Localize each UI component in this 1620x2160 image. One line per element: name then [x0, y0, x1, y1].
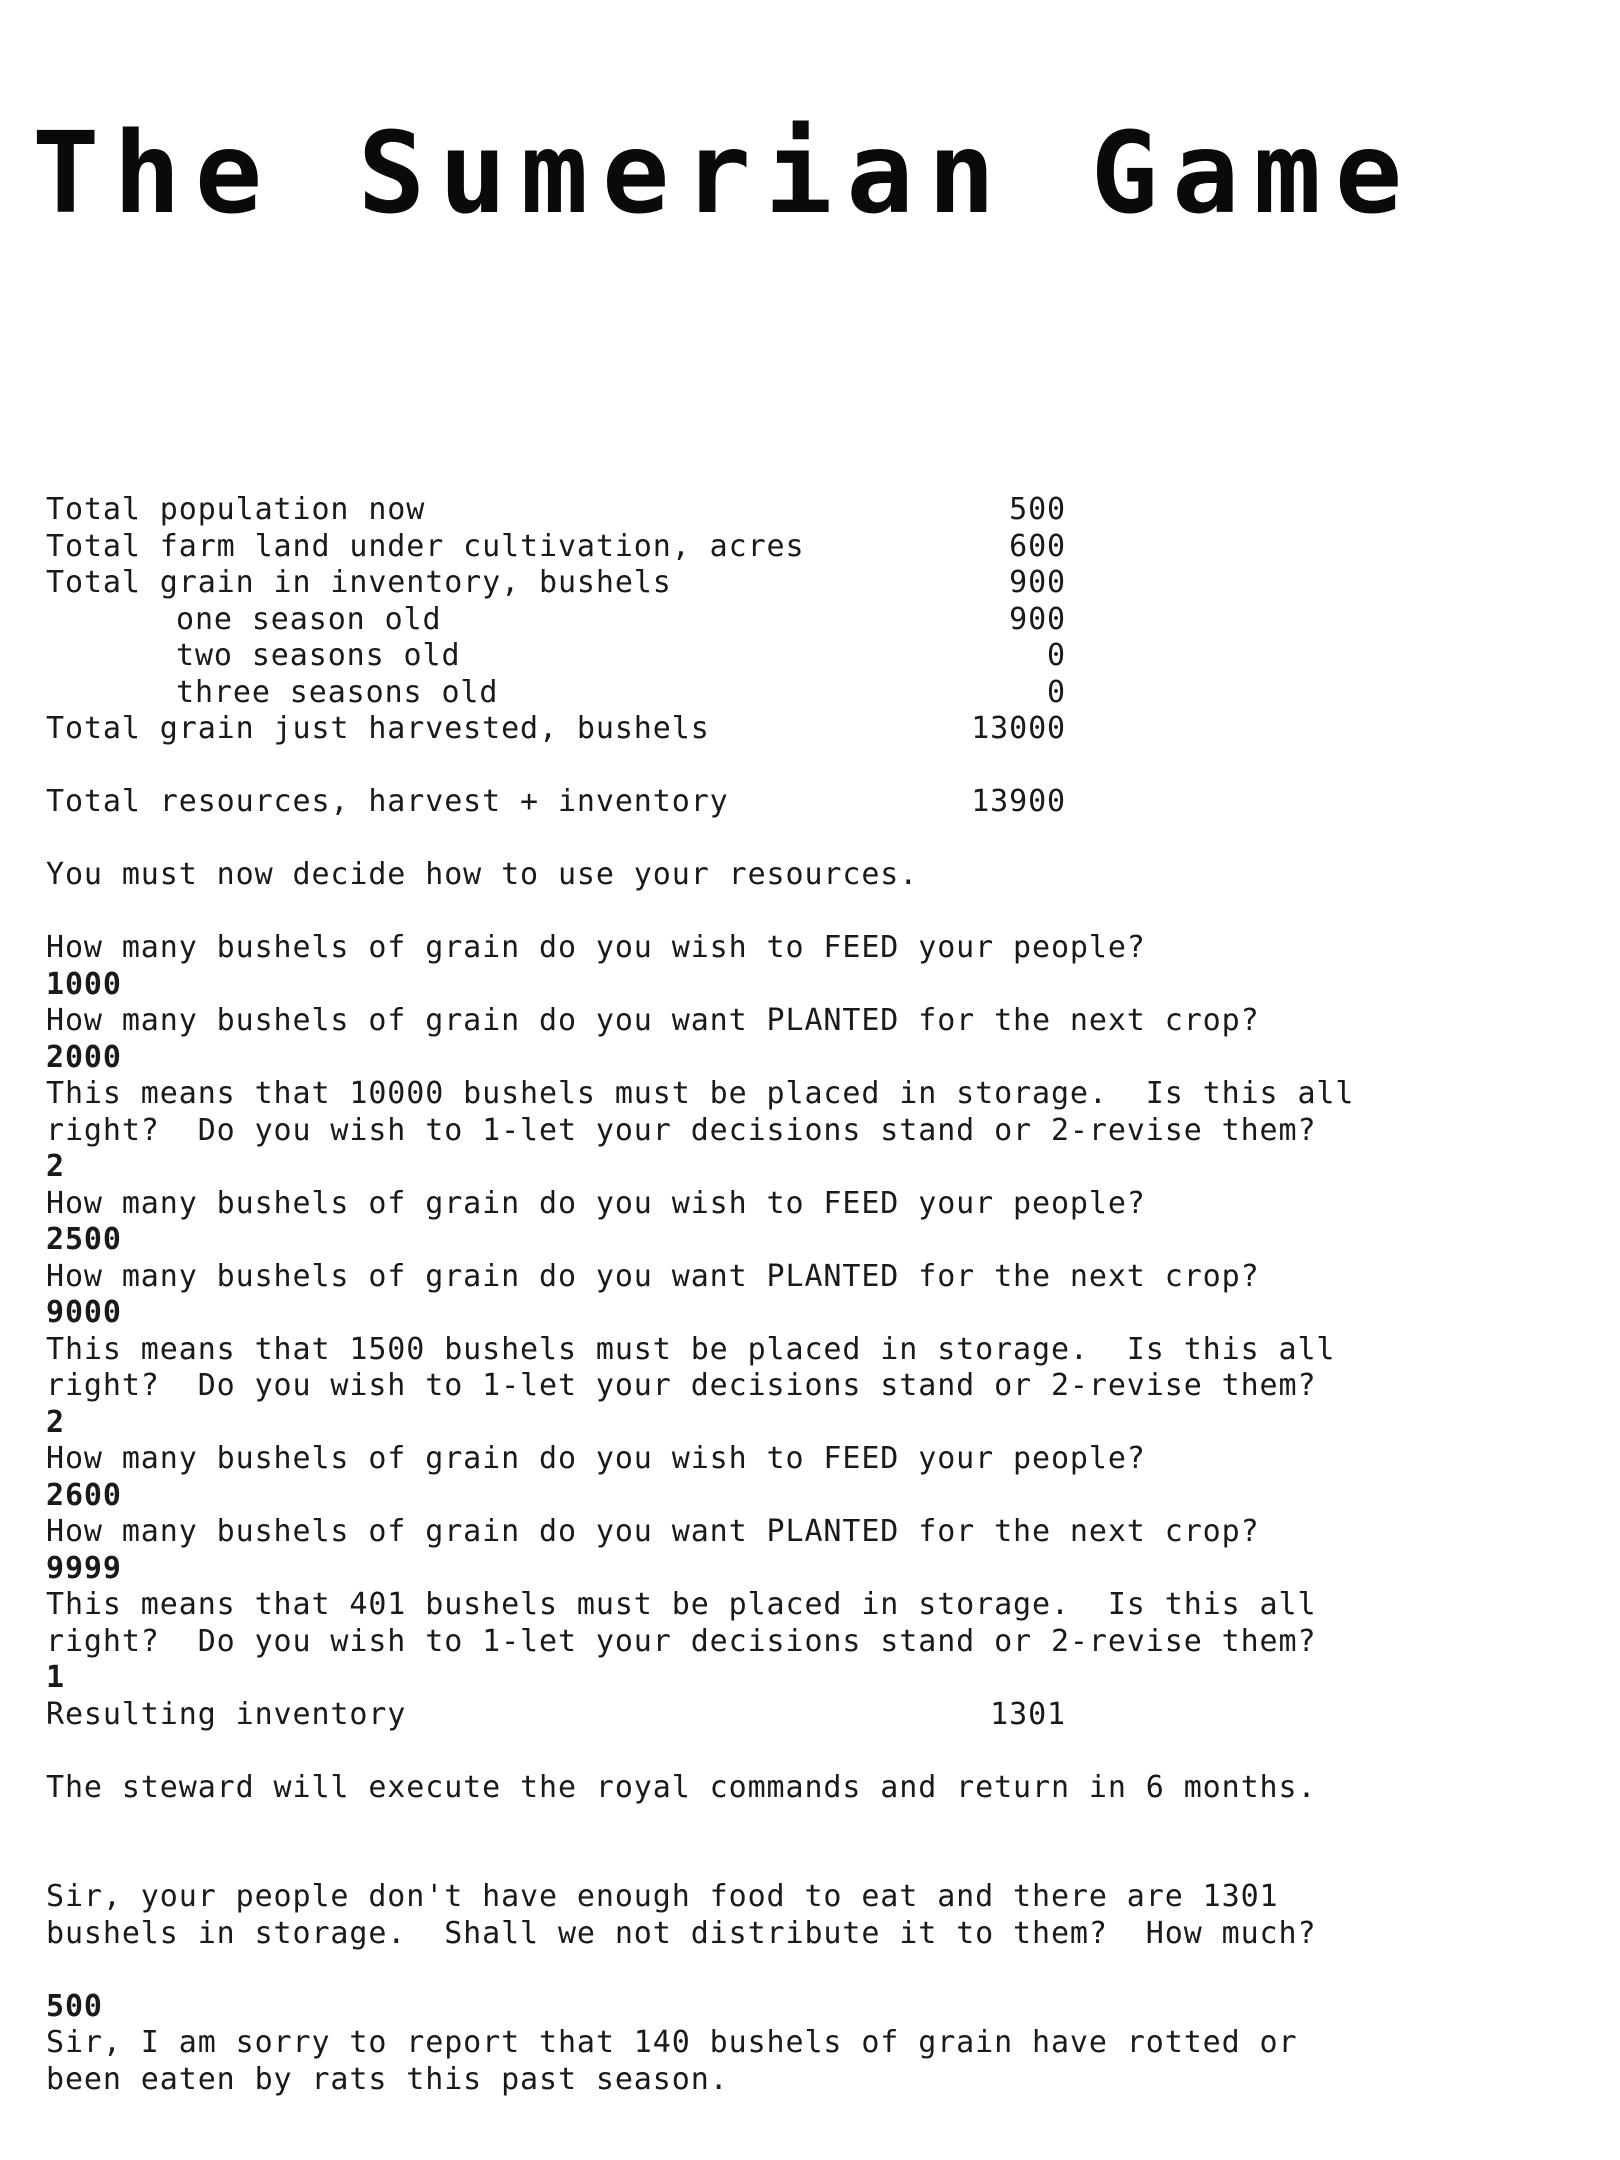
status-value: 600 [1009, 528, 1066, 564]
storage-message: This means that 401 bushels must be placed in storage. Is this all [46, 1587, 1317, 1622]
status-label: Total population now [46, 492, 426, 527]
status-label: three seasons old [176, 674, 499, 710]
plant-question: How many bushels of grain do you want PLANTED for the next crop? [46, 1514, 1260, 1549]
plant-question: How many bushels of grain do you want PLANTED for the next crop? [46, 1003, 1260, 1038]
spacer [46, 1952, 1606, 1989]
storage-question: right? Do you wish to 1-let your decisions stand or 2-revise them? [46, 1368, 1317, 1403]
status-label: one season old [176, 601, 442, 637]
spacer [46, 894, 1606, 931]
page-title: The Sumerian Game [32, 109, 1417, 239]
status-label: Total grain just harvested, bushels [46, 711, 710, 746]
distribution-message: Sir, your people don't have enough food to eat and there are 1301 [46, 1879, 1279, 1914]
feed-answer: 1000 [46, 966, 122, 1002]
storage-message: This means that 1500 bushels must be placed in storage. Is this all [46, 1331, 1336, 1367]
spacer [46, 1733, 1606, 1770]
resulting-inventory-label: Resulting inventory [46, 1696, 407, 1732]
status-row-resources [46, 784, 1606, 821]
plant-answer: 9999 [46, 1550, 122, 1586]
spacer [46, 821, 1606, 858]
plant-question: How many bushels of grain do you want PLANTED for the next crop? [46, 1258, 1260, 1294]
status-value: 500 [1009, 492, 1066, 527]
decision-choice: 2 [46, 1149, 65, 1184]
plant-answer: 9000 [46, 1295, 122, 1330]
status-label: two seasons old [176, 638, 461, 673]
storage-question: right? Do you wish to 1-let your decisions stand or 2-revise them? [46, 1623, 1317, 1659]
distribution-question: bushels in storage. Shall we not distribute it to them? How much? [46, 1915, 1317, 1951]
feed-question: How many bushels of grain do you wish to FEED your people? [46, 1185, 1146, 1221]
status-row-grain-inventory [46, 565, 1606, 602]
game-printout [46, 492, 1606, 2098]
rot-report: Sir, I am sorry to report that 140 bushels of grain have rotted or [46, 2025, 1298, 2060]
resulting-inventory-row [46, 1697, 1606, 1734]
plant-answer: 2000 [46, 1039, 122, 1075]
feed-question: How many bushels of grain do you wish to FEED your people? [46, 1441, 1146, 1476]
feed-answer: 2500 [46, 1222, 122, 1257]
feed-answer: 2600 [46, 1477, 122, 1513]
spacer [46, 1806, 1606, 1879]
status-row-one-season [46, 602, 1606, 639]
status-row-two-seasons [46, 638, 1606, 675]
status-row-three-seasons [46, 675, 1606, 712]
storage-question: right? Do you wish to 1-let your decisions stand or 2-revise them? [46, 1112, 1317, 1148]
decide-prompt: You must now decide how to use your resources. [46, 857, 919, 892]
status-value: 900 [1009, 565, 1066, 600]
status-value: 13900 [971, 784, 1066, 819]
status-label: Total resources, harvest + inventory [46, 784, 729, 819]
storage-message: This means that 10000 bushels must be placed in storage. Is this all [46, 1076, 1355, 1111]
feed-question: How many bushels of grain do you wish to FEED your people? [46, 930, 1146, 965]
status-value: 0 [1047, 638, 1066, 673]
rot-report-continued: been eaten by rats this past season. [46, 2061, 729, 2097]
spacer [46, 748, 1606, 785]
decision-choice: 1 [46, 1660, 65, 1695]
status-value: 0 [1047, 674, 1066, 710]
status-row-harvested [46, 711, 1606, 748]
status-value: 900 [1009, 601, 1066, 637]
status-value: 13000 [971, 711, 1066, 746]
resulting-inventory-value: 1301 [990, 1696, 1066, 1732]
status-label: Total farm land under cultivation, acres [46, 528, 805, 564]
decision-choice: 2 [46, 1404, 65, 1440]
status-label: Total grain in inventory, bushels [46, 565, 672, 600]
steward-message: The steward will execute the royal commands and return in 6 months. [46, 1769, 1317, 1805]
distribution-answer: 500 [46, 1988, 103, 2024]
status-row-farm-land [46, 529, 1606, 566]
status-row-population [46, 492, 1606, 529]
